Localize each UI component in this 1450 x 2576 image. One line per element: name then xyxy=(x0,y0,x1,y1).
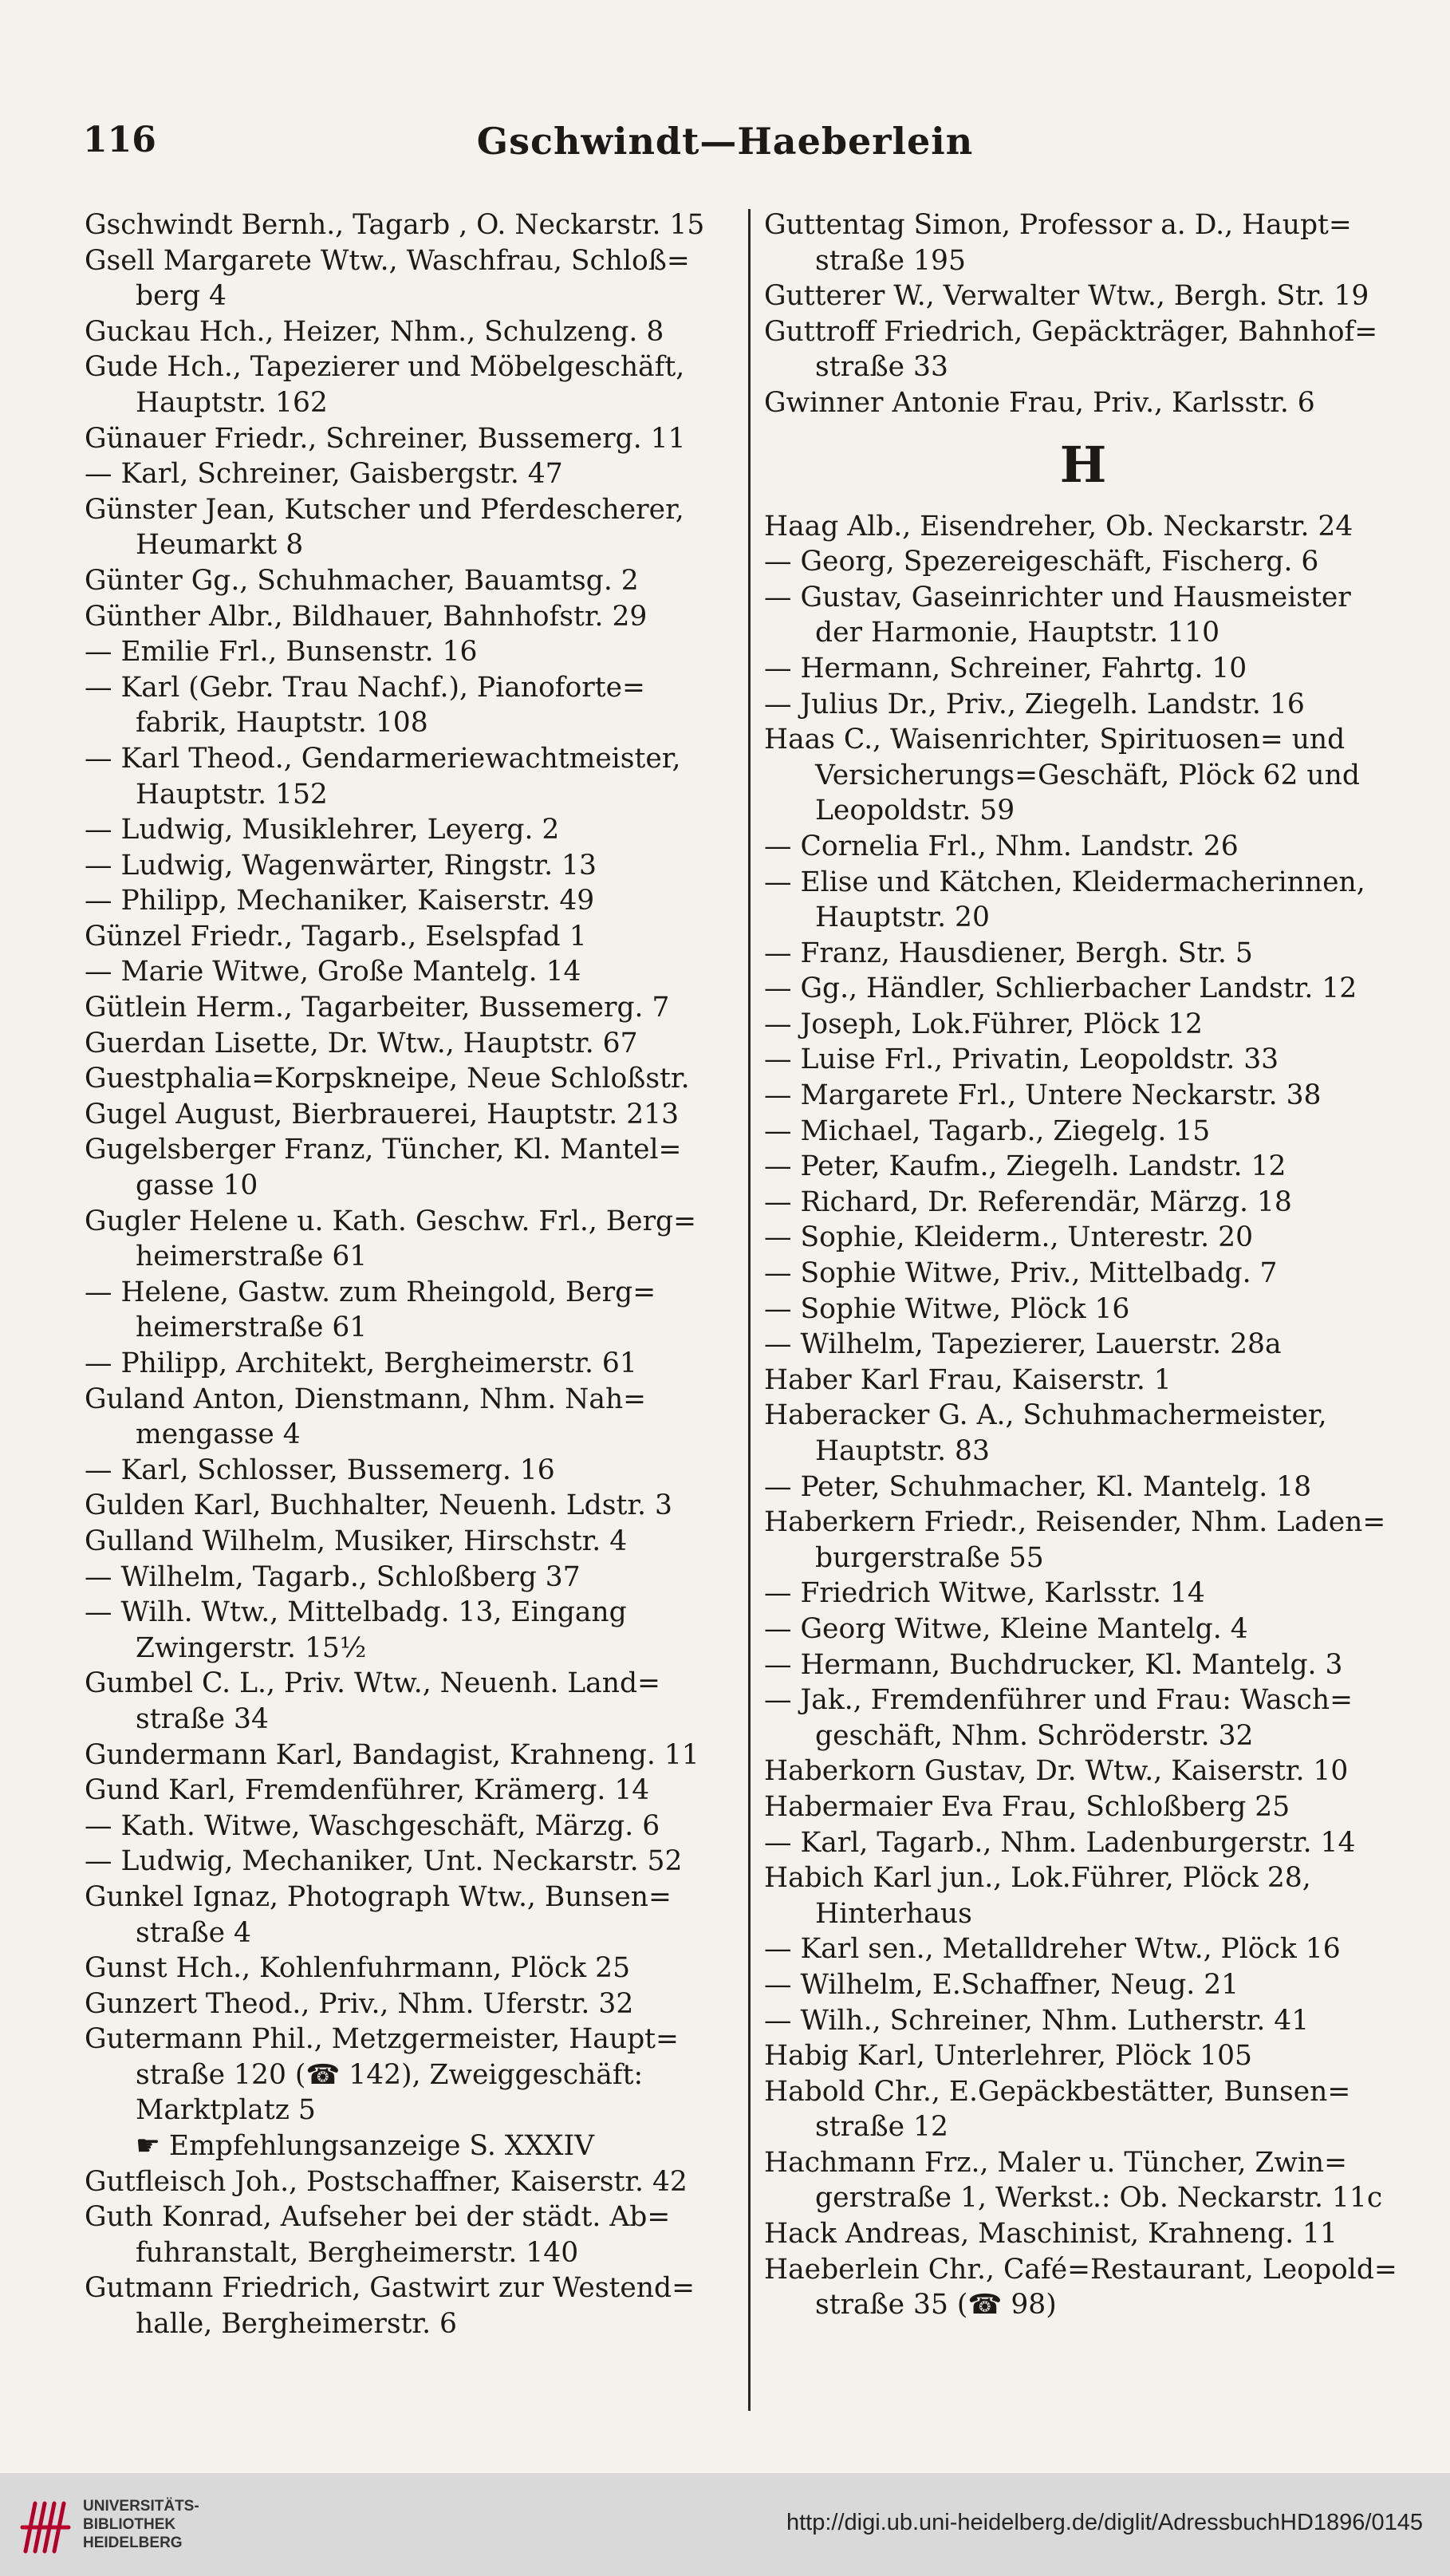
directory-entry-line: — Peter, Kaufm., Ziegelh. Landstr. 12 xyxy=(764,1150,1286,1183)
directory-entry-line: straße 12 xyxy=(815,2111,948,2144)
directory-entry-line: Gunkel Ignaz, Photograph Wtw., Bunsen= xyxy=(85,1880,672,1913)
directory-entry-line: Habich Karl jun., Lok.Führer, Plöck 28, xyxy=(764,1862,1311,1895)
directory-entry-line: Gütlein Herm., Tagarbeiter, Bussemerg. 7 xyxy=(85,992,670,1024)
directory-entry-line: straße 35 (☎ 98) xyxy=(815,2289,1057,2322)
directory-entry-line: Haberkern Friedr., Reisender, Nhm. Laden= xyxy=(764,1506,1386,1539)
directory-entry-line: Guttroff Friedrich, Gepäckträger, Bahnhof= xyxy=(764,315,1378,348)
directory-entry-line: gerstraße 1, Werkst.: Ob. Neckarstr. 11c xyxy=(815,2182,1383,2215)
directory-entry-line: burgerstraße 55 xyxy=(815,1541,1044,1574)
directory-entry-line: Habold Chr., E.Gepäckbestätter, Bunsen= xyxy=(764,2075,1351,2108)
directory-entry-line: — Karl (Gebr. Trau Nachf.), Pianoforte= xyxy=(85,671,645,704)
directory-entry-line: Gund Karl, Fremdenführer, Krämerg. 14 xyxy=(85,1774,650,1807)
directory-entry-line: — Joseph, Lok.Führer, Plöck 12 xyxy=(764,1008,1204,1040)
directory-entry-line: — Peter, Schuhmacher, Kl. Mantelg. 18 xyxy=(764,1470,1312,1503)
directory-entry-line: straße 33 xyxy=(815,351,948,384)
directory-entry-line: Heumarkt 8 xyxy=(136,529,304,562)
library-logo-text xyxy=(83,2497,199,2552)
directory-entry-line: Gsell Margarete Wtw., Waschfrau, Schloß= xyxy=(85,244,690,277)
directory-entry-line: — Friedrich Witwe, Karlsstr. 14 xyxy=(764,1577,1205,1610)
page-number: 116 xyxy=(83,120,156,160)
directory-entry-line: Haeberlein Chr., Café=Restaurant, Leopold= xyxy=(764,2253,1397,2286)
directory-entry-line: Zwingerstr. 15½ xyxy=(136,1631,367,1664)
section-letter-heading: H xyxy=(1059,435,1107,494)
directory-entry-line: Haag Alb., Eisendreher, Ob. Neckarstr. 24 xyxy=(764,510,1353,542)
logo-line: BIBLIOTHEK xyxy=(83,2516,176,2533)
source-url-link[interactable]: http://digi.ub.uni-heidelberg.de/diglit/AdressbuchHD1896/0145 xyxy=(786,2510,1423,2535)
directory-entry-line: Hinterhaus xyxy=(815,1897,972,1930)
directory-entry-line: Hack Andreas, Maschinist, Krahneng. 11 xyxy=(764,2218,1338,2251)
directory-entry-line: straße 120 (☎ 142), Zweiggeschäft: xyxy=(136,2058,644,2091)
directory-entry-line: Leopoldstr. 59 xyxy=(815,795,1015,827)
directory-entry-line: Gulden Karl, Buchhalter, Neuenh. Ldstr. 3 xyxy=(85,1489,672,1522)
directory-entry-line: — Karl, Schlosser, Bussemerg. 16 xyxy=(85,1454,555,1486)
left-column xyxy=(85,207,739,2342)
directory-entry-line: Günther Albr., Bildhauer, Bahnhofstr. 29 xyxy=(85,600,648,633)
directory-entry-line: — Hermann, Schreiner, Fahrtg. 10 xyxy=(764,652,1247,684)
directory-entry-line: gasse 10 xyxy=(136,1170,258,1202)
directory-entry-line: — Karl, Tagarb., Nhm. Ladenburgerstr. 14 xyxy=(764,1826,1356,1859)
directory-entry-line: Gutmann Friedrich, Gastwirt zur Westend= xyxy=(85,2272,695,2305)
directory-entry-line: Hachmann Frz., Maler u. Tüncher, Zwin= xyxy=(764,2146,1348,2179)
directory-entry-line: — Margarete Frl., Untere Neckarstr. 38 xyxy=(764,1079,1322,1112)
directory-entry-line: — Philipp, Mechaniker, Kaiserstr. 49 xyxy=(85,885,595,917)
directory-entry-line: Habig Karl, Unterlehrer, Plöck 105 xyxy=(764,2040,1252,2073)
directory-entry-line: — Marie Witwe, Große Mantelg. 14 xyxy=(85,956,581,988)
directory-entry-line: — Sophie Witwe, Priv., Mittelbadg. 7 xyxy=(764,1257,1278,1290)
directory-entry-line: — Helene, Gastw. zum Rheingold, Berg= xyxy=(85,1276,656,1308)
directory-entry-line: — Richard, Dr. Referendär, Märzg. 18 xyxy=(764,1185,1292,1218)
right-column xyxy=(764,207,1402,2323)
directory-entry-line: Gutterer W., Verwalter Wtw., Bergh. Str. 19 xyxy=(764,280,1369,313)
directory-entry-line: heimerstraße 61 xyxy=(136,1312,368,1344)
directory-entry-line: Gschwindt Bernh., Tagarb , O. Neckarstr. 15 xyxy=(85,209,705,241)
directory-entry-line: — Michael, Tagarb., Ziegelg. 15 xyxy=(764,1114,1211,1147)
library-seal-icon xyxy=(18,2487,73,2561)
directory-entry-line: — Georg, Spezereigeschäft, Fischerg. 6 xyxy=(764,546,1319,578)
directory-entry-line: Guth Konrad, Aufseher bei der städt. Ab= xyxy=(85,2201,671,2234)
directory-entry-line: Haberacker G. A., Schuhmachermeister, xyxy=(764,1399,1327,1432)
column-divider xyxy=(748,209,751,2411)
directory-entry-line: straße 4 xyxy=(136,1916,252,1949)
directory-entry-line: — Elise und Kätchen, Kleidermacherinnen, xyxy=(764,866,1365,898)
directory-entry-line: Günzel Friedr., Tagarb., Eselspfad 1 xyxy=(85,920,587,953)
directory-entry-line: Hauptstr. 152 xyxy=(136,778,328,811)
directory-entry-line: heimerstraße 61 xyxy=(136,1241,368,1273)
directory-entry-line: fabrik, Hauptstr. 108 xyxy=(136,707,428,740)
directory-entry-line: — Hermann, Buchdrucker, Kl. Mantelg. 3 xyxy=(764,1648,1343,1681)
directory-entry-line: Haberkorn Gustav, Dr. Wtw., Kaiserstr. 10 xyxy=(764,1755,1349,1788)
directory-entry-line: Günauer Friedr., Schreiner, Bussemerg. 11 xyxy=(85,422,686,455)
directory-entry-line: fuhranstalt, Bergheimerstr. 140 xyxy=(136,2236,579,2269)
directory-entry-line: — Julius Dr., Priv., Ziegelh. Landstr. 16 xyxy=(764,688,1305,720)
directory-entry-line: Gulland Wilhelm, Musiker, Hirschstr. 4 xyxy=(85,1525,628,1557)
logo-line: UNIVERSITÄTS- xyxy=(83,2498,199,2515)
directory-entry-line: Gutermann Phil., Metzgermeister, Haupt= xyxy=(85,2023,679,2056)
directory-entry-line: Guckau Hch., Heizer, Nhm., Schulzeng. 8 xyxy=(85,315,664,348)
directory-entry-line: Gunzert Theod., Priv., Nhm. Uferstr. 32 xyxy=(85,1987,634,2020)
directory-entry-line: Hauptstr. 83 xyxy=(815,1435,990,1467)
directory-entry-line: — Wilh. Wtw., Mittelbadg. 13, Eingang xyxy=(85,1596,627,1629)
directory-entry-line: Habermaier Eva Frau, Schloßberg 25 xyxy=(764,1790,1290,1823)
directory-entry-line: Haas C., Waisenrichter, Spirituosen= und xyxy=(764,724,1346,756)
logo-line: HEIDELBERG xyxy=(83,2535,183,2551)
directory-entry-line: — Sophie, Kleiderm., Unterestr. 20 xyxy=(764,1221,1254,1254)
directory-entry-line: Gugler Helene u. Kath. Geschw. Frl., Berg= xyxy=(85,1205,697,1237)
directory-entry-line: — Wilhelm, Tagarb., Schloßberg 37 xyxy=(85,1560,581,1593)
directory-entry-line: — Karl sen., Metalldreher Wtw., Plöck 16 xyxy=(764,1933,1341,1966)
directory-entry-line: Hauptstr. 20 xyxy=(815,901,990,934)
directory-entry-line: halle, Bergheimerstr. 6 xyxy=(136,2308,457,2341)
directory-entry-line: Gwinner Antonie Frau, Priv., Karlsstr. 6 xyxy=(764,386,1315,419)
directory-entry-line: — Wilhelm, Tapezierer, Lauerstr. 28a xyxy=(764,1328,1282,1361)
directory-entry-line: — Sophie Witwe, Plöck 16 xyxy=(764,1292,1130,1325)
directory-entry-line: — Kath. Witwe, Waschgeschäft, Märzg. 6 xyxy=(85,1809,660,1842)
directory-entry-line: Hauptstr. 162 xyxy=(136,386,328,419)
directory-entry-line: geschäft, Nhm. Schröderstr. 32 xyxy=(815,1719,1254,1752)
directory-entry-line: — Wilh., Schreiner, Nhm. Lutherstr. 41 xyxy=(764,2004,1310,2037)
directory-entry-line: — Wilhelm, E.Schaffner, Neug. 21 xyxy=(764,1968,1239,2001)
directory-entry-line: — Franz, Hausdiener, Bergh. Str. 5 xyxy=(764,937,1253,969)
directory-entry-line: Gundermann Karl, Bandagist, Krahneng. 11 xyxy=(85,1738,699,1771)
directory-entry-line: Guttentag Simon, Professor a. D., Haupt= xyxy=(764,209,1352,241)
directory-entry-line: Günster Jean, Kutscher und Pferdescherer, xyxy=(85,493,684,526)
directory-entry-line: Gugel August, Bierbrauerei, Hauptstr. 213 xyxy=(85,1098,680,1130)
directory-entry-line: Gumbel C. L., Priv. Wtw., Neuenh. Land= xyxy=(85,1667,660,1700)
directory-entry-line: — Karl Theod., Gendarmeriewachtmeister, xyxy=(85,742,681,775)
directory-entry-line: — Ludwig, Wagenwärter, Ringstr. 13 xyxy=(85,849,597,882)
directory-entry-line: berg 4 xyxy=(136,280,227,313)
directory-entry-line: — Jak., Fremdenführer und Frau: Wasch= xyxy=(764,1684,1353,1717)
directory-entry-line: Gunst Hch., Kohlenfuhrmann, Plöck 25 xyxy=(85,1952,631,1985)
directory-entry-line: — Gustav, Gaseinrichter und Hausmeister xyxy=(764,581,1351,613)
directory-entry-line: — Ludwig, Musiklehrer, Leyerg. 2 xyxy=(85,814,560,846)
directory-entry-line: Gutfleisch Joh., Postschaffner, Kaiserstr. 42 xyxy=(85,2165,688,2198)
directory-entry-line: — Gg., Händler, Schlierbacher Landstr. 12 xyxy=(764,972,1357,1005)
directory-entry-line: straße 34 xyxy=(136,1702,269,1735)
directory-entry-line: Günter Gg., Schuhmacher, Bauamtsg. 2 xyxy=(85,564,639,597)
directory-entry-line: der Harmonie, Hauptstr. 110 xyxy=(815,617,1220,649)
directory-entry-line: — Luise Frl., Privatin, Leopoldstr. 33 xyxy=(764,1043,1279,1076)
directory-entry-line: Gude Hch., Tapezierer und Möbelgeschäft, xyxy=(85,351,685,384)
directory-entry-line: Guland Anton, Dienstmann, Nhm. Nah= xyxy=(85,1383,647,1415)
directory-entry-line: Marktplatz 5 xyxy=(136,2094,316,2127)
directory-entry-line: Versicherungs=Geschäft, Plöck 62 und xyxy=(815,759,1360,791)
directory-entry-line: ☛ Empfehlungsanzeige S. XXXIV xyxy=(136,2130,594,2163)
directory-entry-line: — Ludwig, Mechaniker, Unt. Neckarstr. 52 xyxy=(85,1845,683,1878)
footer-bar xyxy=(0,2473,1450,2576)
directory-entry-line: straße 195 xyxy=(815,244,966,277)
directory-entry-line: — Georg Witwe, Kleine Mantelg. 4 xyxy=(764,1612,1248,1645)
directory-entry-line: Guerdan Lisette, Dr. Wtw., Hauptstr. 67 xyxy=(85,1027,638,1059)
directory-entry-line: Guestphalia=Korpskneipe, Neue Schloßstr. xyxy=(85,1063,690,1095)
directory-entry-line: — Karl, Schreiner, Gaisbergstr. 47 xyxy=(85,458,563,491)
page-title: Gschwindt—Haeberlein xyxy=(476,120,974,163)
directory-entry-line: Gugelsberger Franz, Tüncher, Kl. Mantel= xyxy=(85,1134,682,1166)
directory-entry-line: — Emilie Frl., Bunsenstr. 16 xyxy=(85,636,478,669)
directory-entry-line: — Cornelia Frl., Nhm. Landstr. 26 xyxy=(764,830,1239,862)
directory-entry-line: mengasse 4 xyxy=(136,1418,301,1451)
directory-entry-line: Haber Karl Frau, Kaiserstr. 1 xyxy=(764,1363,1172,1396)
directory-entry-line: — Philipp, Architekt, Bergheimerstr. 61 xyxy=(85,1347,637,1379)
